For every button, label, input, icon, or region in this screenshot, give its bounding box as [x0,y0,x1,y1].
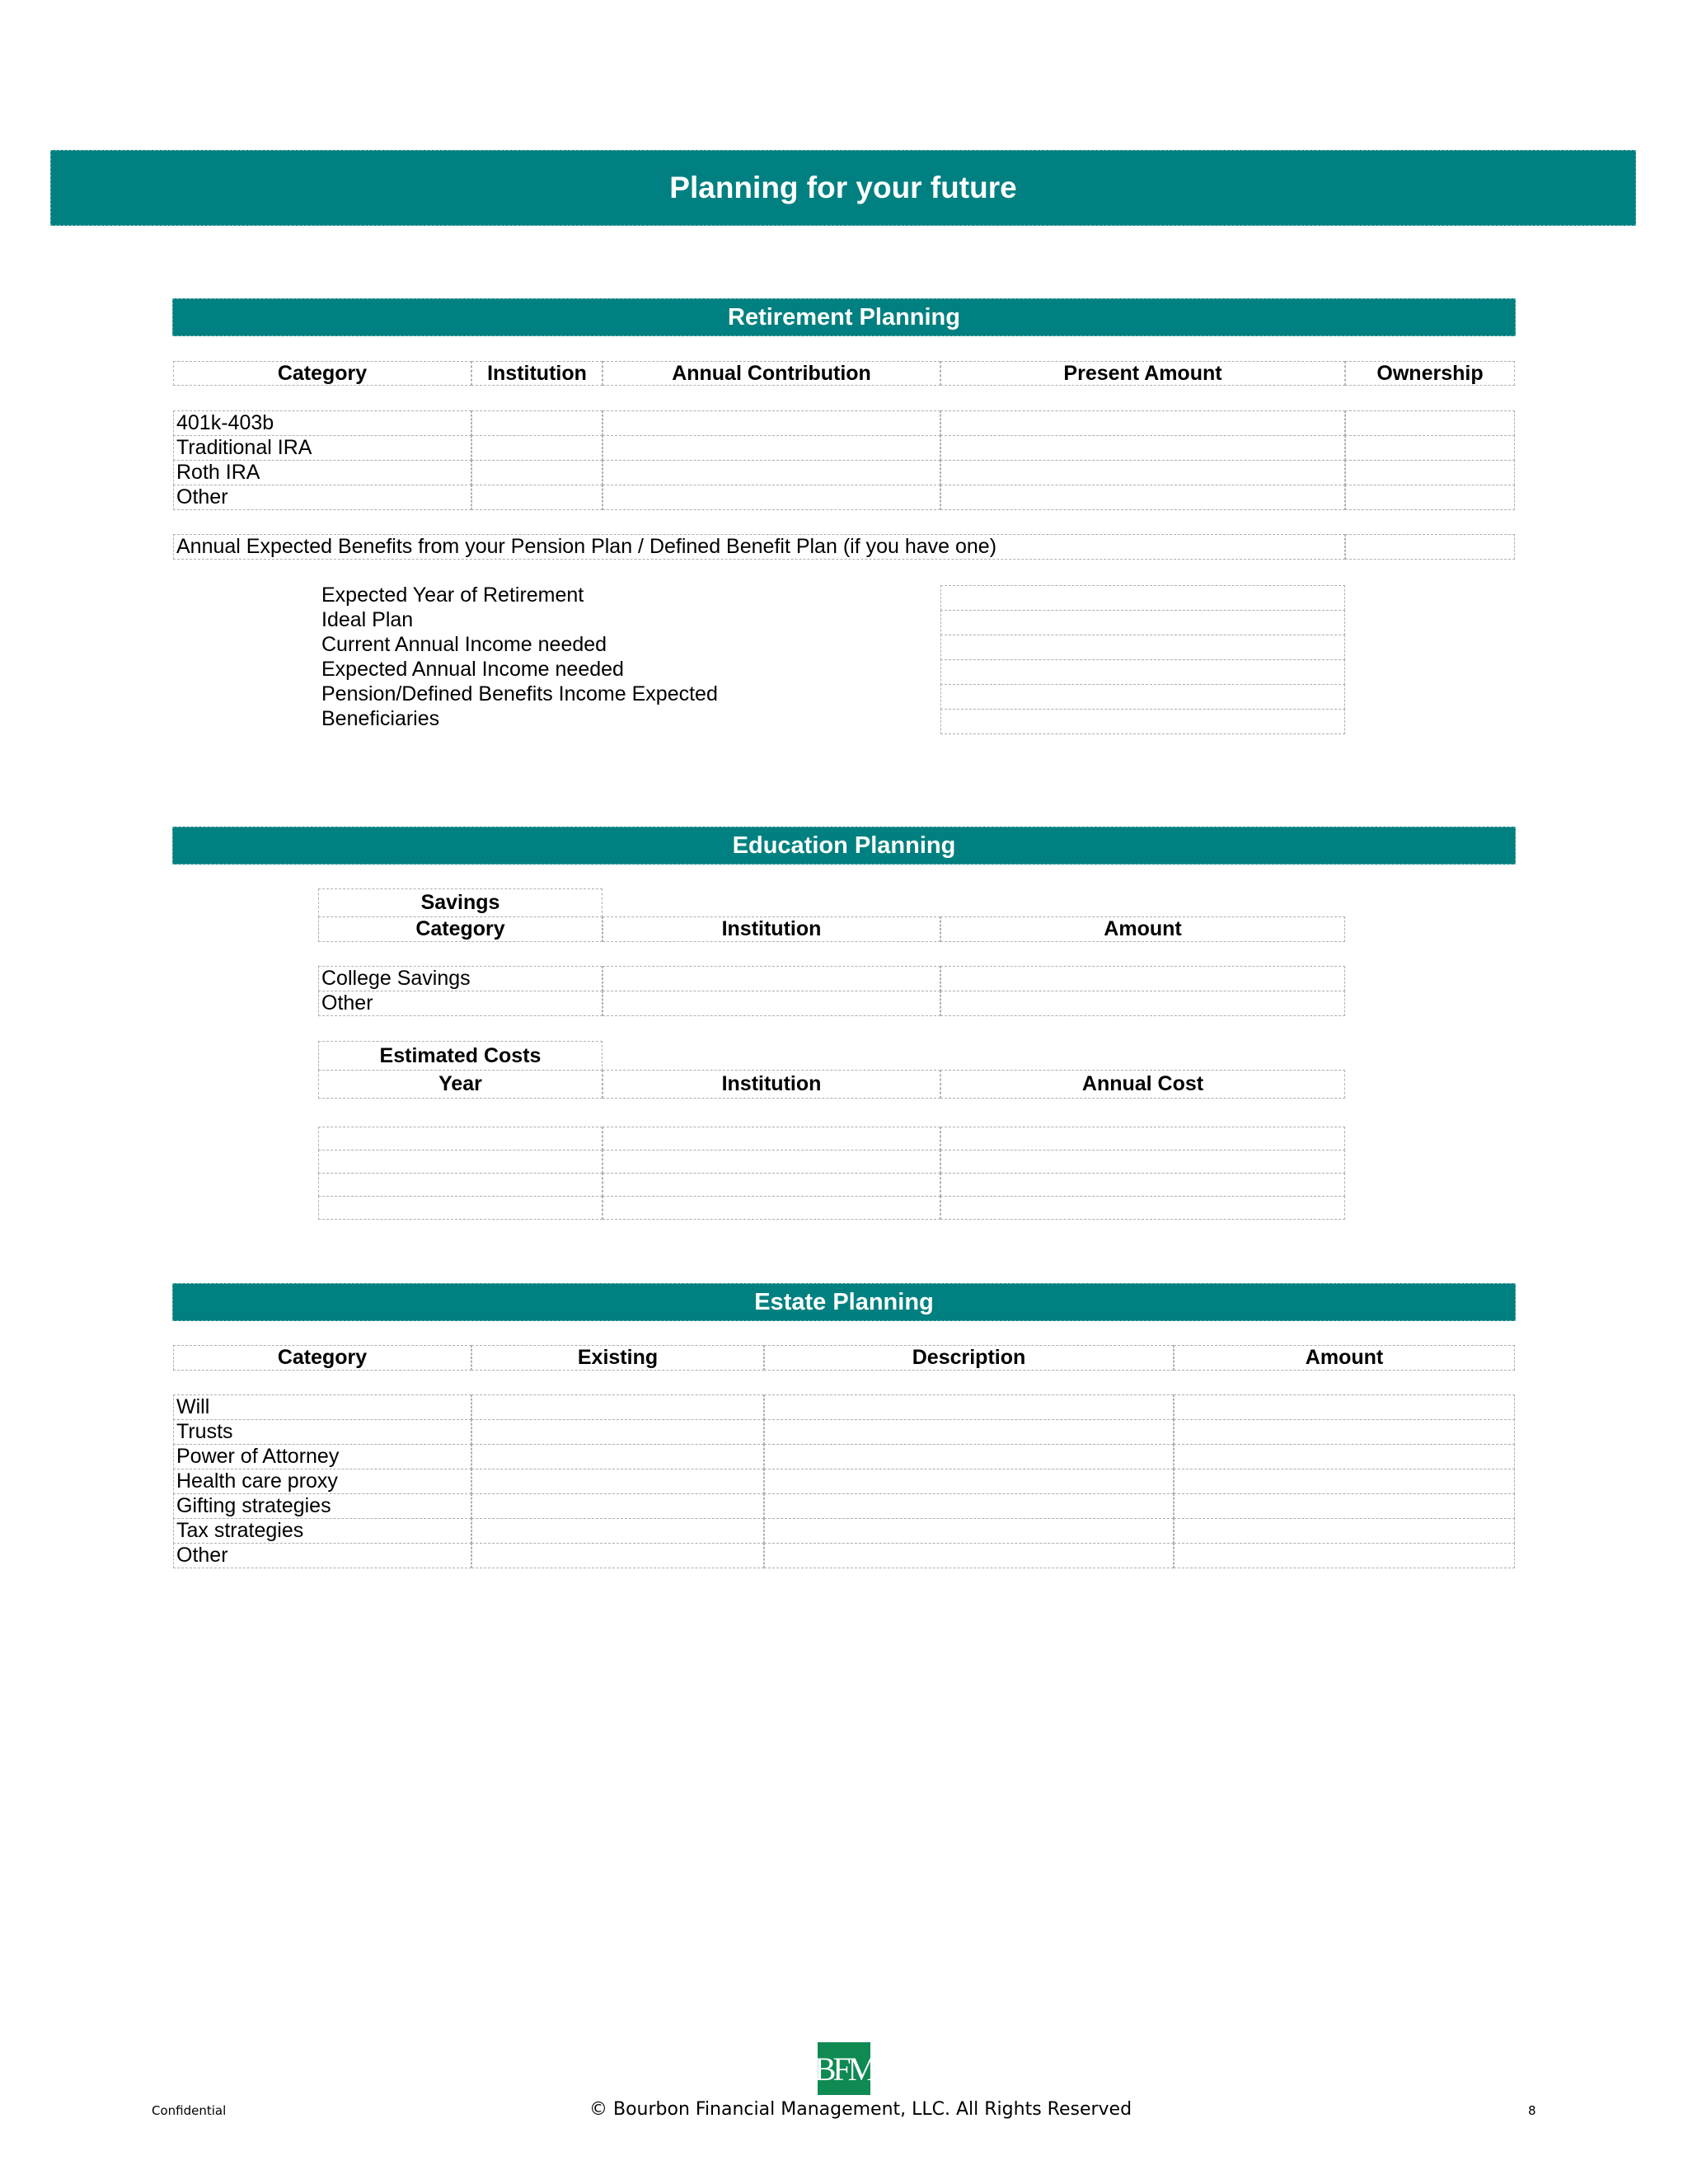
retirement-header-ownership: Ownership [1345,361,1515,386]
costs-institution-field[interactable] [603,1150,940,1174]
estate-existing-field[interactable] [471,1394,764,1420]
estate-amount-field[interactable] [1174,1469,1515,1494]
costs-year-field[interactable] [318,1196,603,1220]
retirement-header-institution: Institution [471,361,603,386]
retirement-ownership-field[interactable] [1345,460,1515,485]
retirement-header-category: Category [173,361,471,386]
estate-amount-field[interactable] [1174,1543,1515,1568]
estate-row-category: Gifting strategies [173,1493,471,1519]
estate-description-field[interactable] [764,1419,1174,1445]
costs-year-field[interactable] [318,1127,603,1151]
estate-description-field[interactable] [764,1493,1174,1519]
estate-header-amount: Amount [1174,1345,1515,1371]
estate-existing-field[interactable] [471,1543,764,1568]
retirement-detail-field[interactable] [940,659,1345,685]
education-section-header [172,827,1516,865]
savings-row-category: Other [318,991,603,1016]
retirement-detail-label: Pension/Defined Benefits Income Expected [321,682,718,705]
estate-description-field[interactable] [764,1469,1174,1494]
estate-row-category: Trusts [173,1419,471,1445]
retirement-row-category: Roth IRA [173,460,471,485]
estate-existing-field[interactable] [471,1518,764,1544]
estate-row-category: Will [173,1394,471,1420]
costs-annual-cost-field[interactable] [940,1173,1345,1197]
retirement-annual-contribution-field[interactable] [603,435,940,461]
retirement-present-amount-field[interactable] [940,485,1345,510]
retirement-institution-field[interactable] [471,460,603,485]
retirement-annual-contribution-field[interactable] [603,410,940,436]
estate-description-field[interactable] [764,1543,1174,1568]
savings-header-institution: Institution [603,916,940,942]
retirement-present-amount-field[interactable] [940,460,1345,485]
retirement-ownership-field[interactable] [1345,485,1515,510]
estate-section-header [172,1283,1516,1321]
costs-institution-field[interactable] [603,1196,940,1220]
estate-amount-field[interactable] [1174,1394,1515,1420]
savings-header-category: Category [318,916,603,942]
estate-row-category: Health care proxy [173,1469,471,1494]
pension-benefits-field[interactable] [1345,534,1515,560]
estate-amount-field[interactable] [1174,1493,1515,1519]
retirement-title: Retirement Planning [728,303,960,330]
retirement-row-category: 401k-403b [173,410,471,436]
estate-amount-field[interactable] [1174,1444,1515,1469]
page-title: Planning for your future [669,171,1017,204]
estate-existing-field[interactable] [471,1493,764,1519]
retirement-annual-contribution-field[interactable] [603,460,940,485]
retirement-detail-label: Expected Year of Retirement [321,583,584,607]
costs-annual-cost-field[interactable] [940,1150,1345,1174]
savings-amount-field[interactable] [940,966,1345,991]
estate-title: Estate Planning [754,1288,934,1315]
retirement-detail-field[interactable] [940,610,1345,635]
retirement-present-amount-field[interactable] [940,435,1345,461]
costs-header-label: Estimated Costs [318,1041,603,1071]
estate-existing-field[interactable] [471,1444,764,1469]
estate-amount-field[interactable] [1174,1518,1515,1544]
retirement-header-annual-contribution: Annual Contribution [603,361,940,386]
logo-text: BFM [814,2050,874,2088]
retirement-detail-label: Current Annual Income needed [321,633,607,656]
costs-institution-field[interactable] [603,1127,940,1151]
estate-row-category: Power of Attorney [173,1444,471,1469]
education-title: Education Planning [732,832,956,859]
estate-row-category: Other [173,1543,471,1568]
retirement-detail-label: Beneficiaries [321,707,440,730]
retirement-detail-label: Ideal Plan [321,608,414,631]
retirement-present-amount-field[interactable] [940,410,1345,436]
retirement-institution-field[interactable] [471,485,603,510]
retirement-header-present-amount: Present Amount [940,361,1345,386]
retirement-detail-label: Expected Annual Income needed [321,658,624,681]
estate-row-category: Tax strategies [173,1518,471,1544]
page-title-banner [50,150,1636,226]
retirement-section-header [172,298,1516,336]
costs-year-field[interactable] [318,1173,603,1197]
retirement-detail-field[interactable] [940,684,1345,710]
retirement-institution-field[interactable] [471,435,603,461]
pension-benefits-label: Annual Expected Benefits from your Pension Plan / Defined Benefit Plan (if you have one) [173,534,1345,560]
footer-page-number: 8 [1528,2103,1536,2118]
savings-header-amount: Amount [940,916,1345,942]
footer-copyright: © Bourbon Financial Management, LLC. All Rights Reserved [589,2099,1132,2120]
estate-header-existing: Existing [471,1345,764,1371]
estate-existing-field[interactable] [471,1419,764,1445]
costs-annual-cost-field[interactable] [940,1196,1345,1220]
savings-header-label: Savings [318,888,603,917]
retirement-detail-field[interactable] [940,585,1345,611]
retirement-institution-field[interactable] [471,410,603,436]
costs-year-field[interactable] [318,1150,603,1174]
costs-annual-cost-field[interactable] [940,1127,1345,1151]
retirement-detail-field[interactable] [940,709,1345,734]
retirement-row-category: Other [173,485,471,510]
retirement-row-category: Traditional IRA [173,435,471,461]
retirement-annual-contribution-field[interactable] [603,485,940,510]
costs-header-institution: Institution [603,1070,940,1099]
estate-description-field[interactable] [764,1394,1174,1420]
retirement-detail-field[interactable] [940,635,1345,660]
estate-description-field[interactable] [764,1444,1174,1469]
savings-row-category: College Savings [318,966,603,991]
retirement-ownership-field[interactable] [1345,435,1515,461]
company-logo [814,2042,874,2095]
costs-institution-field[interactable] [603,1173,940,1197]
savings-institution-field[interactable] [603,991,940,1016]
savings-institution-field[interactable] [603,966,940,991]
costs-header-annual-cost: Annual Cost [940,1070,1345,1099]
estate-existing-field[interactable] [471,1469,764,1494]
costs-header-year: Year [318,1070,603,1099]
estate-description-field[interactable] [764,1518,1174,1544]
estate-amount-field[interactable] [1174,1419,1515,1445]
savings-amount-field[interactable] [940,991,1345,1016]
retirement-ownership-field[interactable] [1345,410,1515,436]
footer-confidential: Confidential [152,2103,227,2118]
estate-header-description: Description [764,1345,1174,1371]
estate-header-category: Category [173,1345,471,1371]
